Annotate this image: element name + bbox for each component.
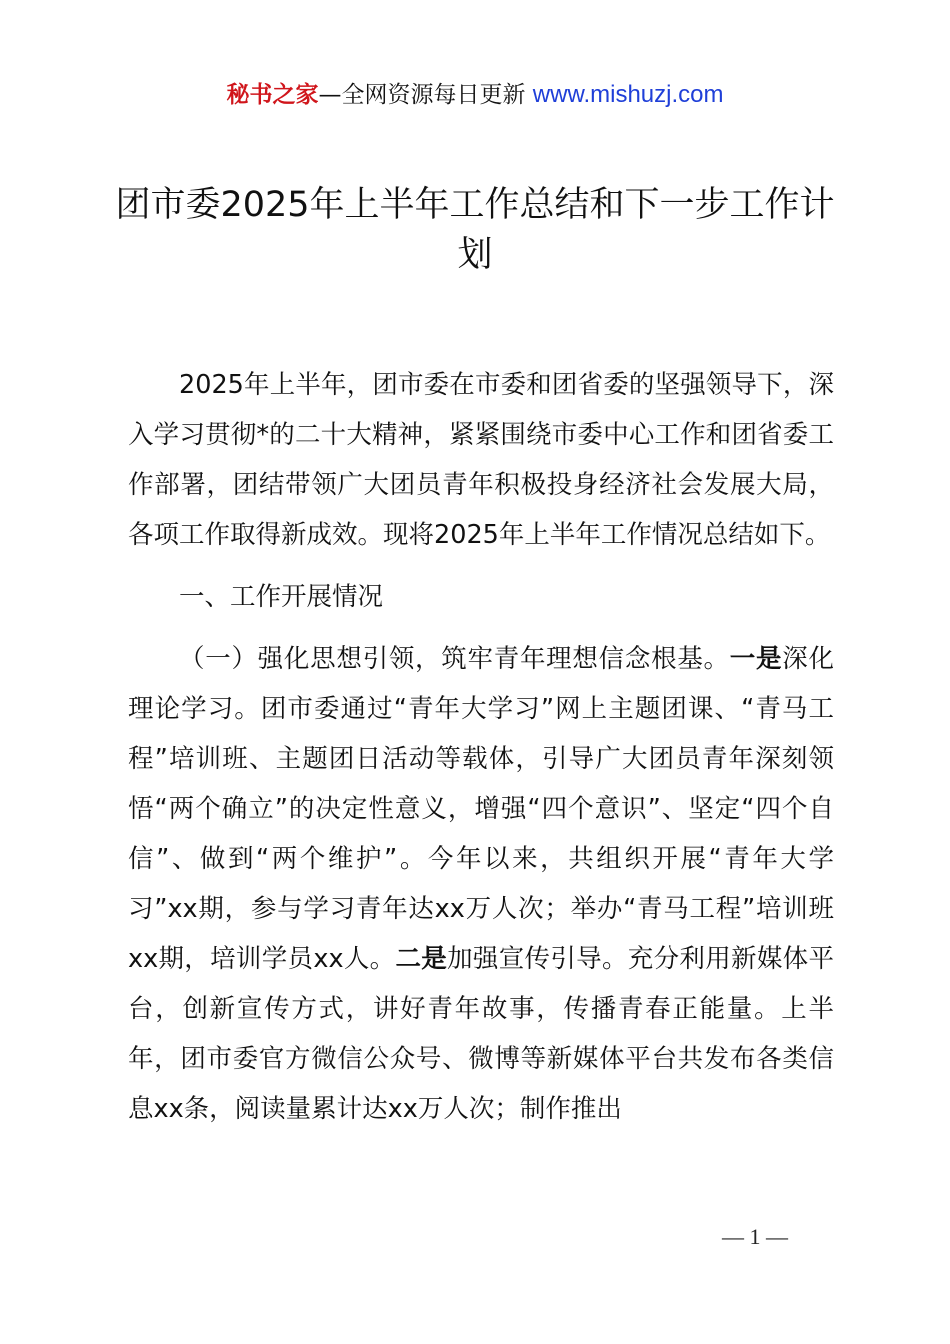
point-two-text: 加强宣传引导。充分利用新媒体平台，创新宣传方式，讲好青年故事，传播青春正能量。上半年，团市委官方微信公众号、微博等新媒体平台共发布各类信息xx条，阅读量累计达xx万人次；制作推出: [128, 944, 834, 1124]
intro-paragraph: 2025年上半年，团市委在市委和团省委的坚强领导下，深入学习贯彻*的二十大精神，紧紧围绕市委中心工作和团省委工作部署，团结带领广大团员青年积极投身经济社会发展大局，各项工作取得新成效。现将2025年上半年工作情况总结如下。: [128, 370, 834, 550]
site-tagline: —全网资源每日更新: [318, 82, 533, 108]
subsection-paragraph: [128, 634, 834, 1134]
point-one-label: 一是: [729, 644, 783, 674]
site-url[interactable]: www.mishuzj.com: [532, 81, 724, 108]
page-number: — 1 —: [722, 1224, 788, 1249]
site-header: [0, 78, 950, 112]
point-two-label: 二是: [395, 944, 448, 974]
subsection-heading: （一）强化思想引领，筑牢青年理想信念根基。: [179, 644, 730, 674]
section-heading: 一、工作开展情况: [179, 582, 384, 612]
document-title: 团市委2025年上半年工作总结和下一步工作计划: [115, 185, 835, 275]
document-body: [128, 360, 834, 1134]
point-one-text: 深化理论学习。团市委通过“青年大学习”网上主题团课、“青马工程”培训班、主题团日活动等载体，引导广大团员青年深刻领悟“两个确立”的决定性意义，增强“四个意识”、坚定“四个自信”、做到“两个维护”。今年以来，共组织开展“青年大学习”xx期，参与学习青年达xx万人次；举办“青马工程”培训班xx期，培训学员xx人。: [128, 644, 834, 974]
site-brand: 秘书之家: [226, 82, 319, 108]
